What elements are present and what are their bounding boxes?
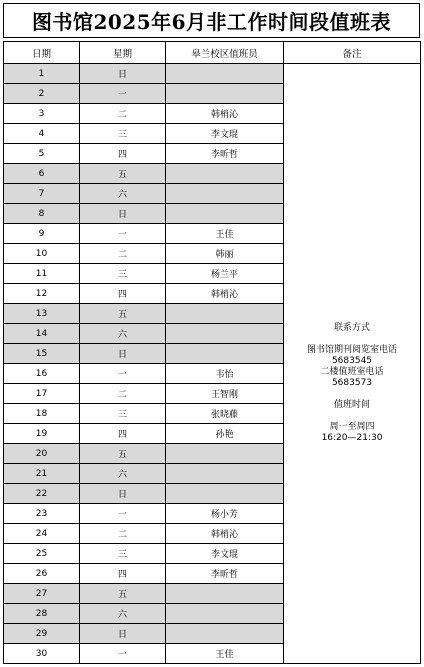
staff-cell: 王智刚 [166, 384, 284, 404]
weekday-cell: 三 [80, 124, 166, 144]
staff-cell: 孙艳 [166, 424, 284, 444]
date-cell: 29 [4, 624, 80, 644]
staff-cell [166, 304, 284, 324]
table-body [4, 64, 421, 664]
weekday-cell: 六 [80, 184, 166, 204]
date-cell: 24 [4, 524, 80, 544]
staff-cell: 李昕哲 [166, 144, 284, 164]
duty-days: 周一至周四 [329, 422, 375, 432]
weekday-cell: 五 [80, 444, 166, 464]
date-cell: 23 [4, 504, 80, 524]
note-spacer [284, 334, 420, 345]
date-cell: 19 [4, 424, 80, 444]
weekday-cell: 二 [80, 104, 166, 124]
header-date: 日期 [4, 42, 80, 64]
date-cell: 3 [4, 104, 80, 124]
staff-cell: 韩梢沁 [166, 524, 284, 544]
staff-cell [166, 624, 284, 644]
weekday-cell: 六 [80, 604, 166, 624]
weekday-cell: 四 [80, 144, 166, 164]
staff-cell [166, 64, 284, 84]
staff-cell [166, 604, 284, 624]
note-spacer [284, 411, 420, 422]
weekday-cell: 四 [80, 284, 166, 304]
date-cell: 14 [4, 324, 80, 344]
weekday-cell: 三 [80, 544, 166, 564]
staff-cell [166, 484, 284, 504]
date-cell: 18 [4, 404, 80, 424]
date-cell: 9 [4, 224, 80, 244]
date-cell: 15 [4, 344, 80, 364]
staff-cell [166, 204, 284, 224]
date-cell: 10 [4, 244, 80, 264]
duty-time-heading: 值班时间 [333, 400, 370, 410]
weekday-cell: 三 [80, 264, 166, 284]
staff-cell [166, 164, 284, 184]
date-cell: 22 [4, 484, 80, 504]
date-cell: 26 [4, 564, 80, 584]
weekday-cell: 日 [80, 484, 166, 504]
date-cell: 12 [4, 284, 80, 304]
weekday-cell: 六 [80, 324, 166, 344]
weekday-cell: 日 [80, 624, 166, 644]
header-staff: 皋兰校区值班员 [166, 42, 284, 64]
duty-table [3, 41, 421, 664]
staff-cell: 杨小芳 [166, 504, 284, 524]
date-cell: 2 [4, 84, 80, 104]
staff-cell [166, 464, 284, 484]
header-notes: 备注 [284, 42, 421, 64]
table-header-row [4, 42, 421, 64]
date-cell: 21 [4, 464, 80, 484]
staff-cell: 李昕哲 [166, 564, 284, 584]
weekday-cell: 一 [80, 224, 166, 244]
staff-cell [166, 444, 284, 464]
weekday-cell: 六 [80, 464, 166, 484]
weekday-cell: 五 [80, 164, 166, 184]
periodical-room-label: 图书馆期刊阅览室电话 [306, 345, 397, 355]
staff-cell: 韦怡 [166, 364, 284, 384]
date-cell: 28 [4, 604, 80, 624]
duty-room-phone: 5683573 [331, 378, 373, 388]
date-cell: 11 [4, 264, 80, 284]
date-cell: 25 [4, 544, 80, 564]
date-cell: 20 [4, 444, 80, 464]
staff-cell: 韩丽 [166, 244, 284, 264]
header-weekday: 星期 [80, 42, 166, 64]
date-cell: 27 [4, 584, 80, 604]
duty-hours: 16:20—21:30 [321, 433, 383, 443]
date-cell: 1 [4, 64, 80, 84]
weekday-cell: 一 [80, 644, 166, 664]
weekday-cell: 日 [80, 204, 166, 224]
staff-cell: 张晓藤 [166, 404, 284, 424]
date-cell: 6 [4, 164, 80, 184]
weekday-cell: 五 [80, 584, 166, 604]
date-cell: 17 [4, 384, 80, 404]
weekday-cell: 三 [80, 404, 166, 424]
date-cell: 7 [4, 184, 80, 204]
weekday-cell: 二 [80, 384, 166, 404]
weekday-cell: 二 [80, 244, 166, 264]
staff-cell: 李文琨 [166, 124, 284, 144]
staff-cell: 杨兰平 [166, 264, 284, 284]
weekday-cell: 二 [80, 524, 166, 544]
contact-heading: 联系方式 [333, 323, 370, 333]
weekday-cell: 四 [80, 424, 166, 444]
page-title: 图书馆2025年6月非工作时间段值班表 [3, 3, 420, 38]
staff-cell: 韩梢沁 [166, 104, 284, 124]
staff-cell: 韩梢沁 [166, 284, 284, 304]
staff-cell [166, 344, 284, 364]
date-cell: 4 [4, 124, 80, 144]
table-row [4, 64, 421, 84]
duty-room-label: 二楼值班室电话 [320, 367, 384, 377]
notes-cell [284, 64, 421, 664]
weekday-cell: 日 [80, 64, 166, 84]
date-cell: 16 [4, 364, 80, 384]
staff-cell [166, 184, 284, 204]
staff-cell [166, 84, 284, 104]
staff-cell: 李文琨 [166, 544, 284, 564]
date-cell: 5 [4, 144, 80, 164]
staff-cell [166, 324, 284, 344]
date-cell: 13 [4, 304, 80, 324]
note-spacer [284, 389, 420, 400]
staff-cell [166, 584, 284, 604]
staff-cell: 王佳 [166, 644, 284, 664]
weekday-cell: 四 [80, 564, 166, 584]
periodical-room-phone: 5683545 [331, 356, 373, 366]
date-cell: 30 [4, 644, 80, 664]
weekday-cell: 一 [80, 84, 166, 104]
staff-cell: 王佳 [166, 224, 284, 244]
date-cell: 8 [4, 204, 80, 224]
weekday-cell: 一 [80, 504, 166, 524]
weekday-cell: 一 [80, 364, 166, 384]
weekday-cell: 日 [80, 344, 166, 364]
weekday-cell: 五 [80, 304, 166, 324]
